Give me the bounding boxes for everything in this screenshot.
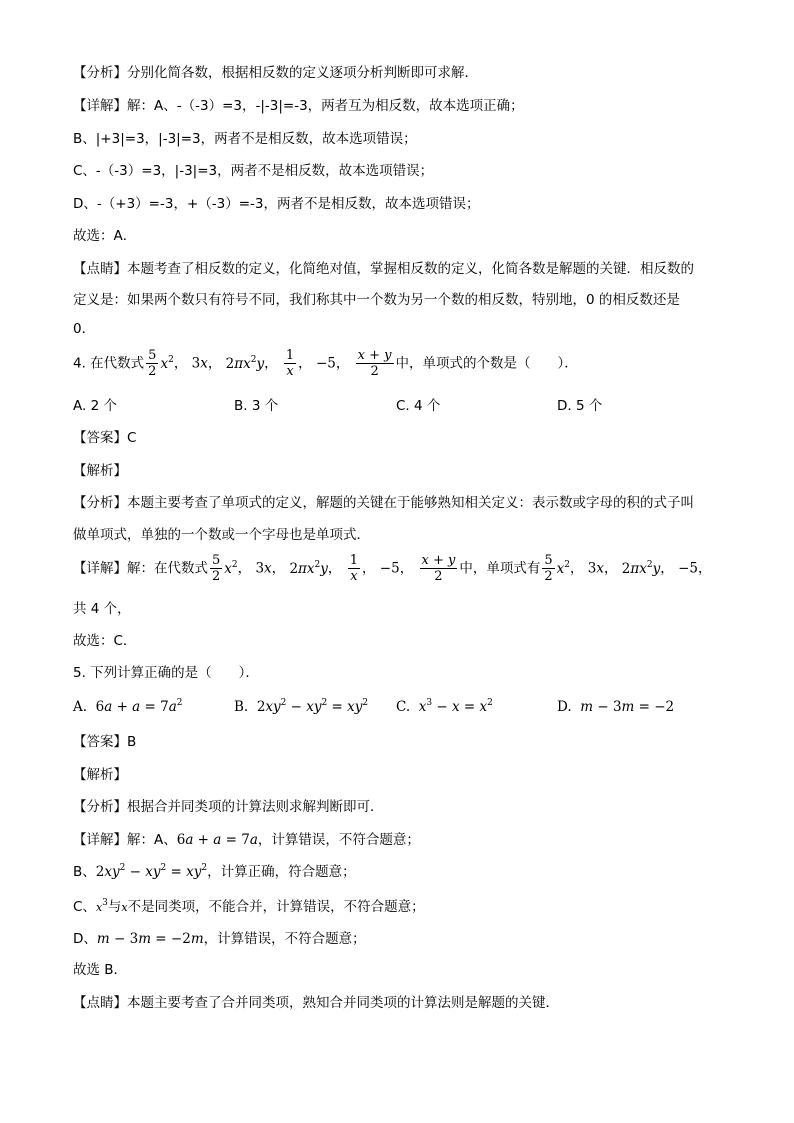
q4-choose: 故选：C．: [73, 633, 137, 649]
q5-detail-c: C、$x^3$与x不是同类项，不能合并，计算错误，不符合题意；: [73, 898, 425, 915]
q5-option-a: A. $6a + a = 7a^2$: [73, 698, 183, 715]
q4-analysis-title: 【解析】: [73, 463, 127, 479]
q4-option-d: D. 5 个: [557, 398, 603, 414]
frac-1-x: $\frac{1}{x}$: [285, 348, 295, 379]
prev-detail-a: 【详解】解：A、-（-3）=3，-|-3|=-3，两者互为相反数，故本选项正确；: [73, 98, 524, 114]
frac-x-plus-y-2: $\frac{x + y}{2}$: [357, 348, 392, 379]
frac-5-2: $\frac{5}{2}$: [148, 348, 157, 379]
prev-detail-b: B、|+3|=3，|-3|=3，两者不是相反数，故本选项错误；: [73, 131, 417, 147]
q4-option-c: C. 4 个: [396, 398, 441, 414]
prev-detail-d: D、-（+3）=-3，+（-3）=-3，两者不是相反数，故本选项错误；: [73, 196, 480, 212]
q4-option-a: A. 2 个: [73, 398, 117, 414]
q5-answer: 【答案】B: [73, 734, 137, 750]
q5-detail-b: B、$2xy^2 - xy^2 = xy^2$，计算正确，符合题意；: [73, 863, 356, 880]
q5-option-b: B. $2xy^2 - xy^2 = xy^2$: [234, 698, 369, 715]
prev-detail-c: C、-（-3）=3，|-3|=3，两者不是相反数，故本选项错误；: [73, 163, 434, 179]
q4-option-b: B. 3 个: [234, 398, 279, 414]
q5-detail-a: 【详解】解：A、6a + a = 7a，计算错误，不符合题意；: [73, 832, 420, 848]
q5-choose: 故选 B．: [73, 962, 128, 978]
q4-answer: 【答案】C: [73, 430, 137, 446]
q5-option-c: C. $x^3 - x = x^2$: [396, 698, 493, 715]
q4-stem: 4. 在代数式 $\frac{5}{2}$ $x^2$， 3x， $2\pi x^2y$， $\frac{1}{x}$ ， −5， $\frac{x + y}{2}$ 中，单项式的个数是（ ）．: [73, 348, 578, 379]
prev-choose: 故选：A．: [73, 228, 137, 244]
prev-comment-line-3: 0．: [73, 321, 96, 337]
prev-comment-line-2: 定义是：如果两个数只有符号不同，我们称其中一个数为另一个数的相反数，特别地，0 的相反数还是: [73, 292, 680, 308]
q5-stem: 5. 下列计算正确的是（ ）．: [73, 665, 259, 681]
q4-analysis-line-1: 【分析】本题主要考查了单项式的定义，解题的关键在于能够熟知相关定义：表示数或字母的积的式子叫: [73, 495, 694, 511]
q4-count: 共 4 个，: [73, 601, 131, 617]
prev-analysis: 【分析】分别化简各数，根据相反数的定义逐项分析判断即可求解．: [73, 65, 478, 81]
q5-comment: 【点睛】本题主要考查了合并同类项，熟知合并同类项的计算法则是解题的关键．: [73, 995, 559, 1011]
q5-analysis-title: 【解析】: [73, 767, 127, 783]
q4-detail: 【详解】解：在代数式 $\frac{5}{2}$ $x^2$， 3x， $2\pi x^2y$， $\frac{1}{x}$ ， −5， $\frac{x + y}{2}$ 中，单项式有 $\frac{5}{2}$ $x^2$， 3x， $2\pi x^2y$， −5，: [73, 553, 712, 584]
prev-comment-line-1: 【点睛】本题考查了相反数的定义，化简绝对值，掌握相反数的定义，化简各数是解题的关键．相反数的: [73, 261, 694, 277]
q5-detail-d: D、m − 3m = −2m，计算错误，不符合题意；: [73, 931, 366, 947]
q5-option-d: D. m − 3m = −2: [557, 699, 675, 715]
q4-analysis-line-2: 做单项式，单独的一个数或一个字母也是单项式．: [73, 527, 370, 543]
q5-analysis: 【分析】根据合并同类项的计算法则求解判断即可．: [73, 799, 384, 815]
